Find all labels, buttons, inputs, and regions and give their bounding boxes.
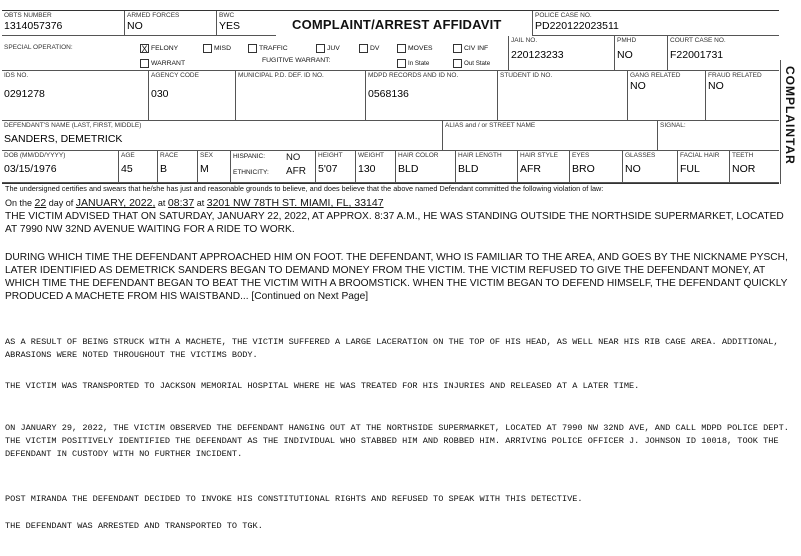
eyes-label: EYES xyxy=(572,152,590,159)
defendant-name-label: DEFENDANT'S NAME (LAST, FIRST, MIDDLE) xyxy=(4,122,142,129)
fraud-related-value: NO xyxy=(708,80,724,92)
ids-value: 0291278 xyxy=(4,88,45,100)
continuation-paragraph-3: ON JANUARY 29, 2022, THE VICTIM OBSERVED THE DEFENDANT HANGING OUT AT THE NORTHSIDE SUPERMARKET, LOCATED AT 7990 NW 32ND AVE, AND CALL MDPD POLICE DEPT. THE VICTIM POSITIVELY IDENTIFIED THE DEFENDANT AS THE INDIVIDUAL WHO STABBED HIM AND ROBBED HIM. ARRIVING POLICE OFFICER J. JOHNSON ID 10018, TOOK THE DEFENDANT IN CUSTODY WITH NO FURTHER INCIDENT. xyxy=(5,423,789,459)
sex-value: M xyxy=(200,163,209,175)
armed-forces-cell xyxy=(124,11,216,36)
hispanic-label: HISPANIC: xyxy=(233,153,266,160)
out-state-checkbox[interactable] xyxy=(453,59,462,68)
dob-label: DOB (MM/DD/YYYY) xyxy=(4,152,66,159)
height-cell xyxy=(315,151,355,183)
weight-label: WEIGHT xyxy=(358,152,384,159)
warrant-option: WARRANT xyxy=(140,55,189,73)
incident-location: 3201 NW 78TH ST. MIAMI, FL, 33147 xyxy=(206,197,384,209)
police-case-cell xyxy=(532,11,779,36)
hair-color-label: HAIR COLOR xyxy=(398,152,439,159)
race-label: RACE xyxy=(160,152,179,159)
ids-cell xyxy=(2,71,148,121)
hair-color-value: BLD xyxy=(398,163,419,175)
jail-cell xyxy=(508,36,614,71)
incident-month-year: JANUARY, 2022, xyxy=(75,197,156,209)
defendant-name-value: SANDERS, DEMETRICK xyxy=(4,133,123,145)
race-value: B xyxy=(160,163,168,175)
pmhd-label: PMHD xyxy=(617,37,637,44)
student-id-label: STUDENT ID NO. xyxy=(500,72,553,79)
mdpd-records-cell xyxy=(365,71,497,121)
police-case-label: POLICE CASE NO. xyxy=(535,12,592,19)
alias-label: ALIAS and / or STREET NAME xyxy=(445,122,536,129)
continuation-paragraph-5: THE DEFENDANT WAS ARRESTED AND TRANSPORTED TO TGK. xyxy=(5,521,263,531)
weight-cell xyxy=(355,151,395,183)
warrant-checkbox[interactable] xyxy=(140,59,149,68)
continuation-paragraph-1: AS A RESULT OF BEING STRUCK WITH A MACHETE, THE VICTIM SUFFERED A LARGE LACERATION ON THE TOP OF HIS HEAD, AS WELL NEAR HIS RIB CAGE AREA. ADDITIONAL, ABRASIONS WERE NOTED THROUGHOUT THE VICTIMS BODY. xyxy=(5,337,779,360)
form-header-grid xyxy=(2,10,779,184)
court-case-label: COURT CASE NO. xyxy=(670,37,726,44)
continued-note: [Continued on Next Page] xyxy=(251,291,369,302)
teeth-label: TEETH xyxy=(732,152,754,159)
defendant-name-cell xyxy=(2,121,442,151)
ethnicity-label: ETHNICITY: xyxy=(233,169,269,176)
court-case-cell xyxy=(667,36,779,71)
juv-checkbox[interactable] xyxy=(316,44,325,53)
teeth-cell xyxy=(729,151,779,183)
felony-option: X FELONY xyxy=(141,44,179,55)
gang-related-cell xyxy=(627,71,705,121)
mdpd-records-value: 0568136 xyxy=(368,88,409,100)
hispanic-value: NO xyxy=(286,152,301,163)
day-of-label: day of xyxy=(48,198,74,208)
civ-inf-checkbox[interactable] xyxy=(453,44,462,53)
gang-related-label: GANG RELATED xyxy=(630,72,681,79)
narrative-paragraph-2 xyxy=(5,251,795,303)
sex-cell xyxy=(197,151,230,183)
bwc-label: BWC xyxy=(219,12,235,19)
at-label-2: at xyxy=(196,198,205,208)
misd-option: MISD xyxy=(203,40,235,58)
jail-label: JAIL NO. xyxy=(511,37,538,44)
age-value: 45 xyxy=(121,163,133,175)
hair-style-value: AFR xyxy=(520,163,541,175)
at-label: at xyxy=(157,198,166,208)
side-title: COMPLAINTAR xyxy=(783,66,797,165)
eyes-value: BRO xyxy=(572,163,595,175)
hair-color-cell xyxy=(395,151,455,183)
dv-checkbox[interactable] xyxy=(359,44,368,53)
moves-option: MOVES xyxy=(397,40,437,58)
in-state-option: In State xyxy=(397,55,433,73)
armed-forces-value: NO xyxy=(127,20,143,32)
in-state-checkbox[interactable] xyxy=(397,59,406,68)
moves-checkbox[interactable] xyxy=(397,44,406,53)
height-label: HEIGHT xyxy=(318,152,343,159)
glasses-cell xyxy=(622,151,677,183)
teeth-value: NOR xyxy=(732,163,756,175)
age-cell xyxy=(118,151,157,183)
certification-statement: The undersigned certifies and swears that he/she has just and reasonable grounds to believe, and does believe that the above named Defendant committed the following violation of law: xyxy=(5,184,604,193)
agency-code-value: 030 xyxy=(151,88,169,100)
gang-related-value: NO xyxy=(630,80,646,92)
student-id-cell xyxy=(497,71,627,121)
facial-hair-label: FACIAL HAIR xyxy=(680,152,720,159)
mdpd-records-label: MDPD RECORDS AND ID NO. xyxy=(368,72,459,79)
police-case-value: PD220122023511 xyxy=(535,20,619,32)
continuation-paragraph-4: POST MIRANDA THE DEFENDANT DECIDED TO INVOKE HIS CONSTITUTIONAL RIGHTS AND REFUSED TO SPEAK WITH THIS DETECTIVE. xyxy=(5,494,583,504)
continuation-paragraph-2: THE VICTIM WAS TRANSPORTED TO JACKSON MEMORIAL HOSPITAL WHERE HE WAS TREATED FOR HIS INJURIES AND RELEASED AT A LATER TIME. xyxy=(5,381,640,391)
pmhd-value: NO xyxy=(617,49,633,61)
hair-style-cell xyxy=(517,151,569,183)
incident-day: 22 xyxy=(34,197,47,209)
traffic-checkbox[interactable] xyxy=(248,44,257,53)
hair-length-label: HAIR LENGTH xyxy=(458,152,502,159)
felony-checkbox[interactable]: X xyxy=(141,44,148,55)
agency-code-label: AGENCY CODE xyxy=(151,72,199,79)
ids-label: IDS NO. xyxy=(4,72,29,79)
municipal-id-label: MUNICIPAL P.D. DEF. ID NO. xyxy=(238,72,324,79)
hair-length-value: BLD xyxy=(458,163,479,175)
weight-value: 130 xyxy=(358,163,376,175)
ethnicity-value: AFR xyxy=(286,166,306,177)
form-title: COMPLAINT/ARREST AFFIDAVIT xyxy=(292,17,502,32)
hair-style-label: HAIR STYLE xyxy=(520,152,558,159)
narrative-paragraph-1: THE VICTIM ADVISED THAT ON SATURDAY, JANUARY 22, 2022, AT APPROX. 8:37 A.M., HE WAS STANDING OUTSIDE THE NORTHSIDE SUPERMARKET, LOCATED AT 7990 NW 32ND AVENUE WAITING FOR A RIDE TO WORK. xyxy=(5,211,784,235)
special-operation-label: SPECIAL OPERATION: xyxy=(4,44,73,51)
bwc-cell xyxy=(216,11,276,36)
incident-date-line xyxy=(5,197,384,209)
hair-length-cell xyxy=(455,151,517,183)
facial-hair-cell xyxy=(677,151,729,183)
obts-cell xyxy=(2,11,124,36)
dob-cell xyxy=(2,151,118,183)
glasses-label: GLASSES xyxy=(625,152,656,159)
eyes-cell xyxy=(569,151,622,183)
court-case-value: F22001731 xyxy=(670,49,724,61)
obts-value: 1314057376 xyxy=(4,20,63,32)
fugitive-warrant-label: FUGITIVE WARRANT: xyxy=(262,57,331,64)
out-state-option: Out State xyxy=(453,55,494,73)
jail-value: 220123233 xyxy=(511,49,564,61)
dv-option: DV xyxy=(359,40,383,58)
narrative-paragraph-2-text: DURING WHICH TIME THE DEFENDANT APPROACHED HIM ON FOOT. THE DEFENDANT, WHO IS FAMILIAR TO THE AREA, AND GOES BY THE NICKNAME PYSCH, LATER IDENTIFIED AS DEMETRICK SANDERS BEGAN TO DEMAND MONEY FROM THE VICTIM. THE VICTIM REFUSED TO GIVE THE DEFENDANT MONEY, AT WHICH TIME THE DEFENDANT BEGAN TO BEAT THE VICTIM WITH A BROOMSTICK. WHEN THE VICTIM BEGAN TO DEFEND HIMSELF, THE DEFENDANT QUICKLY PRODUCED A MACHETE FROM HIS WAISTBAND... xyxy=(5,252,788,302)
traffic-option: TRAFFIC xyxy=(248,40,292,58)
race-cell xyxy=(157,151,197,183)
dob-value: 03/15/1976 xyxy=(4,163,57,175)
incident-time: 08:37 xyxy=(167,197,195,209)
hispanic-ethnicity-cell xyxy=(230,151,315,183)
glasses-value: NO xyxy=(625,163,641,175)
special-operation-cell xyxy=(2,36,508,71)
on-the-label: On the xyxy=(5,198,33,208)
signal-label: SIGNAL: xyxy=(660,122,686,129)
fraud-related-label: FRAUD RELATED xyxy=(708,72,762,79)
armed-forces-label: ARMED FORCES xyxy=(127,12,180,19)
sex-label: SEX xyxy=(200,152,214,159)
juv-option: JUV xyxy=(316,40,344,58)
alias-cell xyxy=(442,121,657,151)
height-value: 5'07 xyxy=(318,163,338,175)
bwc-value: YES xyxy=(219,20,241,32)
misd-checkbox[interactable] xyxy=(203,44,212,53)
agency-code-cell xyxy=(148,71,235,121)
facial-hair-value: FUL xyxy=(680,163,700,175)
municipal-id-cell xyxy=(235,71,365,121)
pmhd-cell xyxy=(614,36,667,71)
civ-inf-option: CIV INF xyxy=(453,40,492,58)
fraud-related-cell xyxy=(705,71,779,121)
signal-cell xyxy=(657,121,779,151)
age-label: AGE xyxy=(121,152,135,159)
obts-label: OBTS NUMBER xyxy=(4,12,52,19)
